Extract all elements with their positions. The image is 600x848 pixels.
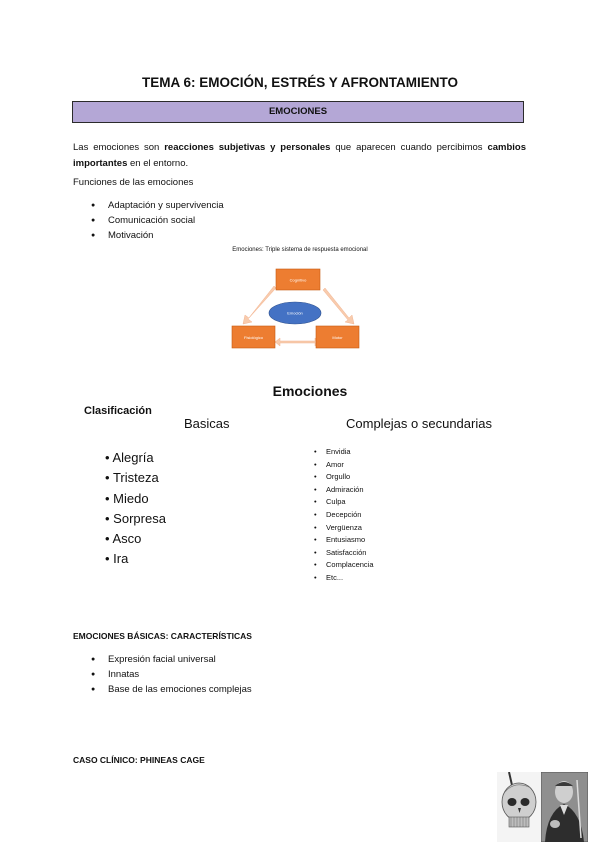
diagram-label-fisiologico: Fisiológico <box>244 335 263 340</box>
emotion-triple-system-diagram <box>220 258 380 358</box>
skull-image <box>497 772 541 842</box>
list-item: • Sorpresa <box>105 509 166 529</box>
list-item: • Amor <box>314 459 374 472</box>
diagram-label-emocion: Emoción <box>287 310 303 316</box>
list-item: • Admiración <box>314 484 374 497</box>
complex-emotions-heading: Complejas o secundarias <box>346 416 492 431</box>
basic-features-list <box>91 652 252 697</box>
list-item: • Miedo <box>105 489 166 509</box>
list-item: • Culpa <box>314 496 374 509</box>
phineas-gage-photo <box>541 772 588 842</box>
intro-paragraph: Las emociones son reacciones subjetivas y personales que aparecen cuando percibimos cambios importantes en el entorno. <box>73 142 526 169</box>
list-item: • Decepción <box>314 509 374 522</box>
list-item: ● Motivación <box>91 228 224 243</box>
case-heading: CASO CLÍNICO: PHINEAS CAGE <box>73 755 205 765</box>
list-item: • Entusiasmo <box>314 534 374 547</box>
classification-label: Clasificación <box>84 405 152 417</box>
list-item: ● Comunicación social <box>91 213 224 228</box>
page-title: TEMA 6: EMOCIÓN, ESTRÉS Y AFRONTAMIENTO <box>141 75 459 90</box>
list-item: • Etc... <box>314 572 374 585</box>
diagram-title: Emociones: Triple sistema de respuesta emocional <box>232 247 368 253</box>
list-item: • Orgullo <box>314 471 374 484</box>
section-bar-emociones: EMOCIONES <box>72 101 524 123</box>
classification-title: Emociones <box>272 383 348 399</box>
complex-emotions-list <box>314 446 374 585</box>
diagram-label-motor: Motor <box>332 335 343 340</box>
list-item: • Alegría <box>105 448 166 468</box>
list-item: ● Innatas <box>91 667 252 682</box>
list-item: ● Expresión facial universal <box>91 652 252 667</box>
basic-emotions-list <box>105 448 166 570</box>
list-item: • Ira <box>105 549 166 569</box>
functions-list <box>91 198 224 243</box>
list-item: • Asco <box>105 529 166 549</box>
functions-heading: Funciones de las emociones <box>73 177 194 188</box>
basic-emotions-heading: Basicas <box>184 416 230 431</box>
list-item: • Tristeza <box>105 468 166 488</box>
list-item: • Complacencia <box>314 559 374 572</box>
list-item: • Envidia <box>314 446 374 459</box>
list-item: • Vergüenza <box>314 522 374 535</box>
basic-features-heading: EMOCIONES BÁSICAS: CARACTERÍSTICAS <box>73 631 252 641</box>
list-item: • Satisfacción <box>314 547 374 560</box>
list-item: ● Base de las emociones complejas <box>91 682 252 697</box>
diagram-label-cognitivo: Cognitivo <box>289 277 307 283</box>
list-item: ● Adaptación y supervivencia <box>91 198 224 213</box>
